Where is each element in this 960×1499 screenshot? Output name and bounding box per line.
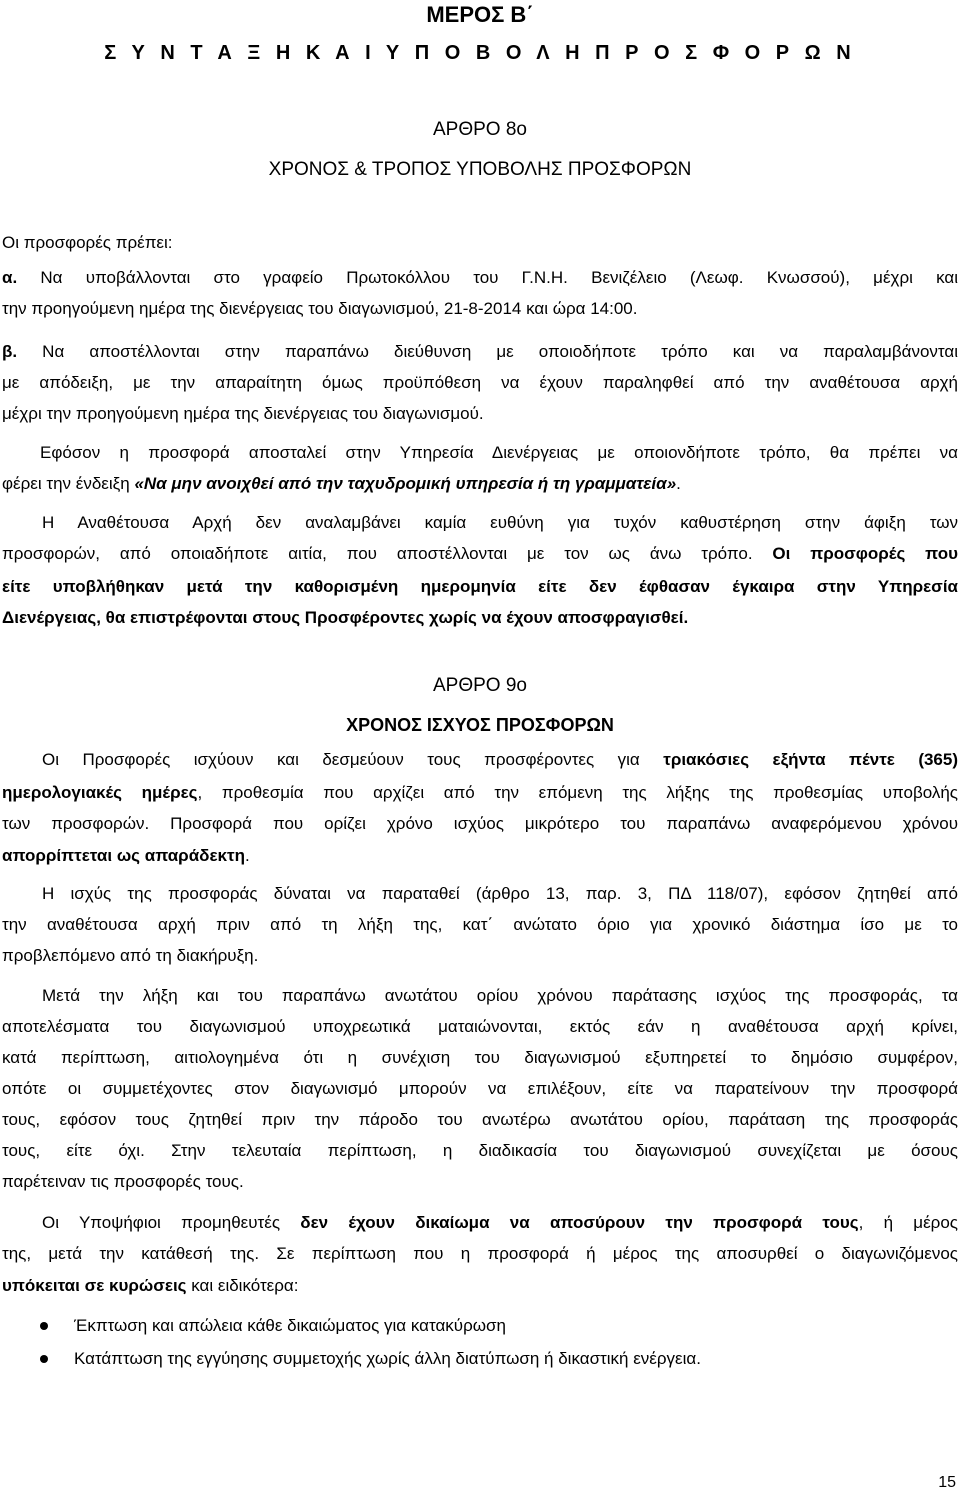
extension-line-1: Η ισχύς της προσφοράς δύναται να παραταθεί (άρθρο 13, παρ. 3, ΠΔ 118/07), εφόσον ζητηθεί από (42, 884, 958, 903)
mark-para-line-2: φέρει την ένδειξη «Να μην ανοιχθεί από την ταχυδρομική υπηρεσία ή τη γραμματεία». (2, 474, 681, 493)
part-subtitle: Σ Υ Ν Τ Α Ξ Η Κ Α Ι Υ Π Ο Β Ο Λ Η Π Ρ Ο Σ Φ Ο Ρ Ω Ν (104, 42, 856, 64)
withdrawal-line-3: υπόκειται σε κυρώσεις και ειδικότερα: (2, 1276, 299, 1295)
article-9-heading: ΑΡΘΡΟ 9ο (433, 675, 527, 696)
expiry-line-3: κατά περίπτωση, αιτιολογημένα ότι η συνέχιση του διαγωνισμού εξυπηρετεί το δημόσιο συμφέρον, (2, 1048, 958, 1067)
item-b-line-1: β. Να αποστέλλονται στην παραπάνω διεύθυνση με οποιοδήποτε τρόπο και να παραλαμβάνονται (2, 342, 958, 361)
validity-line-3: των προσφορών. Προσφορά που ορίζει χρόνο ισχύος μικρότερο του παραπάνω αναφερόμενου χρόνου (2, 814, 958, 833)
validity-line-2: ημερολογιακές ημέρες, προθεσμία που αρχίζει από την επόμενη της λήξης της προθεσμίας υποβολής (2, 783, 958, 802)
extension-line-2: την αναθέτουσα αρχή πριν από τη λήξη της, κατ΄ ανώτατο όριο για χρονικό διάστημα ίσο με το (2, 915, 958, 934)
expiry-line-1: Μετά την λήξη και του παραπάνω ανωτάτου ορίου χρόνου παράτασης ισχύος της προσφοράς, τα (42, 986, 958, 1005)
article-8-heading: ΑΡΘΡΟ 8ο (433, 119, 527, 140)
item-b-line-2: με απόδειξη, με την απαραίτητη όμως προϋπόθεση να έχουν παραληφθεί από την αναθέτουσα αρχή (2, 373, 958, 392)
liability-line-4: Διενέργειας, θα επιστρέφονται στους Προσφέροντες χωρίς να έχουν αποσφραγισθεί. (2, 608, 689, 627)
validity-line-4: απορρίπτεται ως απαράδεκτη. (2, 846, 250, 865)
bullet-icon (40, 1322, 48, 1330)
item-b-line-3: μέχρι την προηγούμενη ημέρα της διενέργειας του διαγωνισμού. (2, 404, 484, 423)
list-item-text: Έκπτωση και απώλεια κάθε δικαιώματος για κατακύρωση (74, 1316, 506, 1335)
list-item-text: Κατάπτωση της εγγύησης συμμετοχής χωρίς άλλη διατύπωση ή δικαστική ενέργεια. (74, 1349, 701, 1368)
withdrawal-line-2: της, μετά την κατάθεσή της. Σε περίπτωση που η προσφορά ή μέρος της αποσυρθεί ο διαγωνιζόμενος (2, 1244, 958, 1263)
part-heading: ΜΕΡΟΣ Β΄ (426, 2, 534, 27)
item-a-line-2: την προηγούμενη ημέρα της διενέργειας του διαγωνισμού, 21-8-2014 και ώρα 14:00. (2, 299, 638, 318)
bullet-icon (40, 1355, 48, 1363)
article-8-intro: Οι προσφορές πρέπει: (2, 233, 173, 252)
expiry-line-2: αποτελέσματα του διαγωνισμού υποχρεωτικά ματαιώνονται, εκτός εάν η αναθέτουσα αρχή κρίνει, (2, 1017, 958, 1036)
item-a-line-1: α. Να υποβάλλονται στο γραφείο Πρωτοκόλλου του Γ.Ν.Η. Βενιζέλειο (Λεωφ. Κνωσσού), μέχρι και (2, 268, 958, 287)
liability-line-3: είτε υποβλήθηκαν μετά την καθορισμένη ημερομηνία είτε δεν έφθασαν έγκαιρα στην Υπηρεσία (2, 577, 958, 596)
expiry-line-7: παρέτειναν τις προσφορές τους. (2, 1172, 244, 1191)
liability-line-2: προσφορών, από οποιαδήποτε αιτία, που αποστέλλονται με τον ως άνω τρόπο. Οι προσφορές που (2, 544, 958, 563)
liability-line-1: Η Αναθέτουσα Αρχή δεν αναλαμβάνει καμία ευθύνη για τυχόν καθυστέρηση στην άφιξη των (42, 513, 958, 532)
extension-line-3: προβλεπόμενο από τη διακήρυξη. (2, 946, 259, 965)
expiry-line-6: τους, είτε όχι. Στην τελευταία περίπτωση, η διαδικασία του διαγωνισμού συνεχίζεται με όσους (2, 1141, 958, 1160)
page-number: 15 (938, 1474, 956, 1491)
article-8-title: ΧΡΟΝΟΣ & ΤΡΟΠΟΣ ΥΠΟΒΟΛΗΣ ΠΡΟΣΦΟΡΩΝ (268, 159, 692, 180)
validity-line-1: Οι Προσφορές ισχύουν και δεσμεύουν τους προσφέροντες για τριακόσιες εξήντα πέντε (365) (42, 750, 958, 769)
expiry-line-4: οπότε οι συμμετέχοντες στον διαγωνισμό μπορούν να επιλέξουν, είτε να παρατείνουν την προσφορά (2, 1079, 958, 1098)
mark-para-line-1: Εφόσον η προσφορά αποσταλεί στην Υπηρεσία Διενέργειας με οποιονδήποτε τρόπο, θα πρέπει να (40, 443, 958, 462)
expiry-line-5: τους, εφόσον τους ζητηθεί πριν την πάροδο του ανωτέρω ανωτάτου ορίου, παράταση της προσφοράς (2, 1110, 958, 1129)
withdrawal-line-1: Οι Υποψήφιοι προμηθευτές δεν έχουν δικαίωμα να αποσύρουν την προσφορά τους, ή μέρος (42, 1213, 958, 1232)
article-9-title: ΧΡΟΝΟΣ ΙΣΧΥΟΣ ΠΡΟΣΦΟΡΩΝ (346, 715, 614, 735)
